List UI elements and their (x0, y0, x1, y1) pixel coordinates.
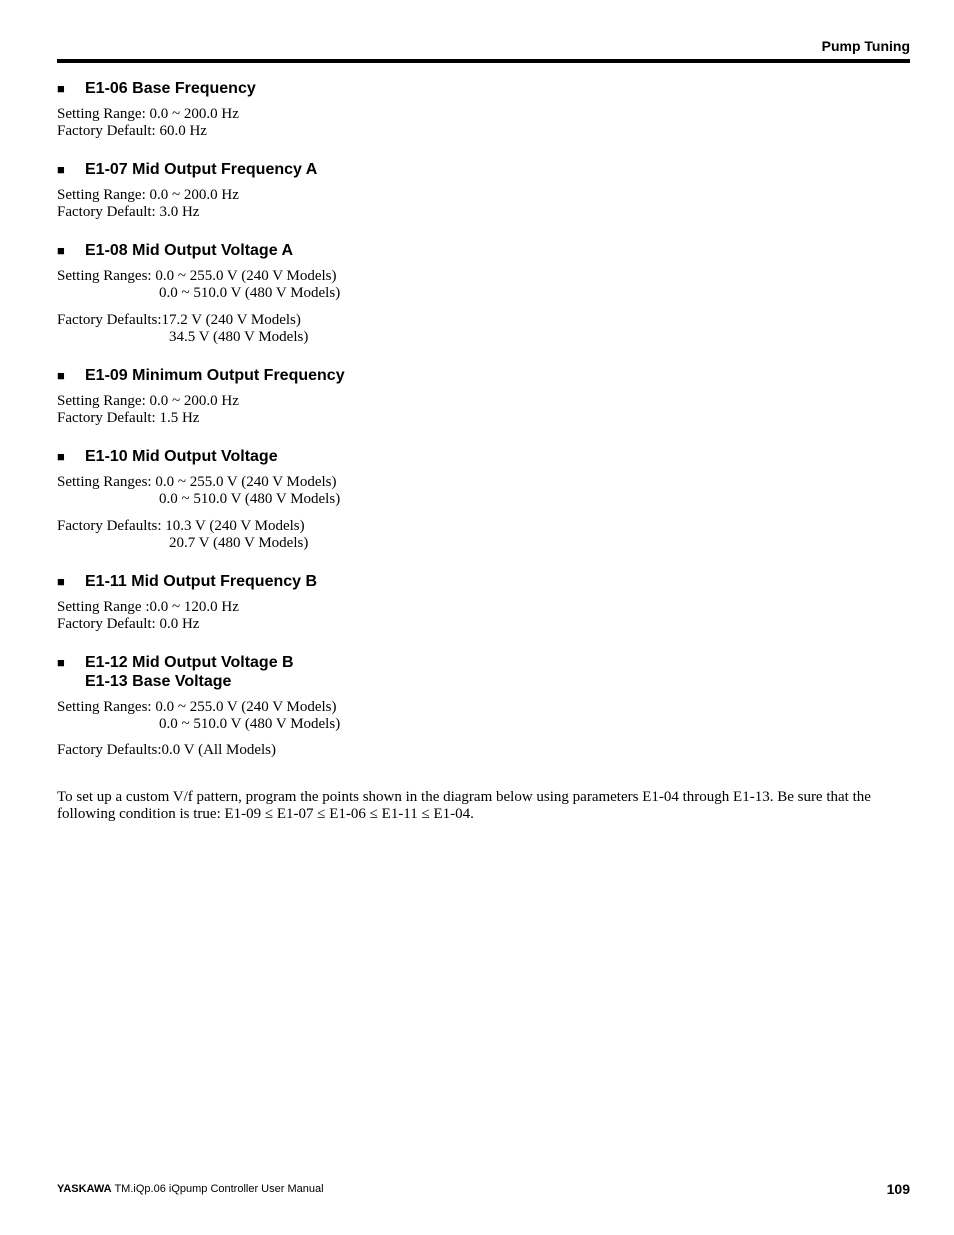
section-heading (57, 79, 256, 98)
square-bullet-icon: ■ (57, 81, 65, 96)
factory-default: Factory Default: 60.0 Hz (57, 123, 207, 139)
page-number: 109 (886, 1181, 910, 1197)
section-e1-09 (57, 366, 345, 427)
section-title: E1-09 Minimum Output Frequency (85, 367, 345, 384)
factory-default-480v: 34.5 V (480 V Models) (169, 329, 309, 345)
factory-default: Factory Default: 3.0 Hz (57, 204, 200, 220)
setting-range: Setting Ranges: 0.0 ~ 255.0 V (240 V Models) (57, 474, 337, 490)
setting-range: Setting Range: 0.0 ~ 200.0 Hz (57, 187, 239, 203)
section-e1-08 (57, 241, 340, 346)
header-rule (57, 59, 910, 63)
section-e1-10 (57, 447, 340, 552)
section-heading (57, 366, 345, 385)
factory-default: Factory Defaults:0.0 V (All Models) (57, 742, 277, 758)
paragraph-line: following condition is true: E1-09 ≤ E1-07 ≤ E1-06 ≤ E1-11 ≤ E1-04. (57, 806, 474, 822)
factory-default-480v: 20.7 V (480 V Models) (169, 535, 309, 551)
factory-default: Factory Default: 1.5 Hz (57, 410, 200, 426)
setting-range: Setting Range: 0.0 ~ 200.0 Hz (57, 106, 239, 122)
factory-default: Factory Defaults: 10.3 V (240 V Models) (57, 518, 305, 534)
running-header: Pump Tuning (821, 38, 910, 54)
section-body (57, 393, 345, 427)
square-bullet-icon: ■ (57, 368, 65, 383)
square-bullet-icon: ■ (57, 449, 65, 464)
setting-range-480v: 0.0 ~ 510.0 V (480 V Models) (159, 491, 341, 507)
setting-range: Setting Range: 0.0 ~ 200.0 Hz (57, 393, 239, 409)
section-title: E1-11 Mid Output Frequency B (85, 573, 318, 590)
setting-range: Setting Range :0.0 ~ 120.0 Hz (57, 599, 239, 615)
setting-range: Setting Ranges: 0.0 ~ 255.0 V (240 V Models) (57, 699, 337, 715)
section-title-secondary: E1-13 Base Voltage (85, 673, 232, 690)
section-heading (57, 160, 317, 179)
setting-range-480v: 0.0 ~ 510.0 V (480 V Models) (159, 285, 341, 301)
section-e1-06 (57, 79, 256, 140)
section-body (57, 268, 340, 346)
square-bullet-icon: ■ (57, 574, 65, 589)
footer-manual-title (57, 1183, 324, 1195)
square-bullet-icon: ■ (57, 162, 65, 177)
setting-range: Setting Ranges: 0.0 ~ 255.0 V (240 V Models) (57, 268, 337, 284)
section-heading (57, 653, 340, 691)
section-e1-12-e1-13 (57, 653, 340, 759)
factory-default: Factory Defaults:17.2 V (240 V Models) (57, 312, 301, 328)
paragraph-line: To set up a custom V/f pattern, program the points shown in the diagram below using parameters E1-04 through E1-13. Be sure that the (57, 789, 871, 805)
section-body (57, 474, 340, 552)
section-heading (57, 447, 340, 466)
manual-title: TM.iQp.06 iQpump Controller User Manual (111, 1183, 324, 1195)
section-body (57, 106, 256, 140)
section-heading (57, 241, 340, 260)
section-title: E1-10 Mid Output Voltage (85, 448, 278, 465)
section-title: E1-06 Base Frequency (85, 80, 256, 97)
setting-range-480v: 0.0 ~ 510.0 V (480 V Models) (159, 716, 341, 732)
section-title: E1-08 Mid Output Voltage A (85, 242, 294, 259)
square-bullet-icon: ■ (57, 243, 65, 258)
section-heading (57, 572, 317, 591)
section-body (57, 599, 317, 633)
section-body (57, 187, 317, 221)
section-title: E1-07 Mid Output Frequency A (85, 161, 318, 178)
section-title: E1-12 Mid Output Voltage B (85, 654, 294, 671)
section-e1-11 (57, 572, 317, 633)
section-e1-07 (57, 160, 317, 221)
square-bullet-icon: ■ (57, 655, 65, 670)
factory-default: Factory Default: 0.0 Hz (57, 616, 200, 632)
brand-name: YASKAWA (57, 1183, 112, 1195)
vf-pattern-paragraph (57, 789, 910, 823)
section-body (57, 699, 340, 759)
